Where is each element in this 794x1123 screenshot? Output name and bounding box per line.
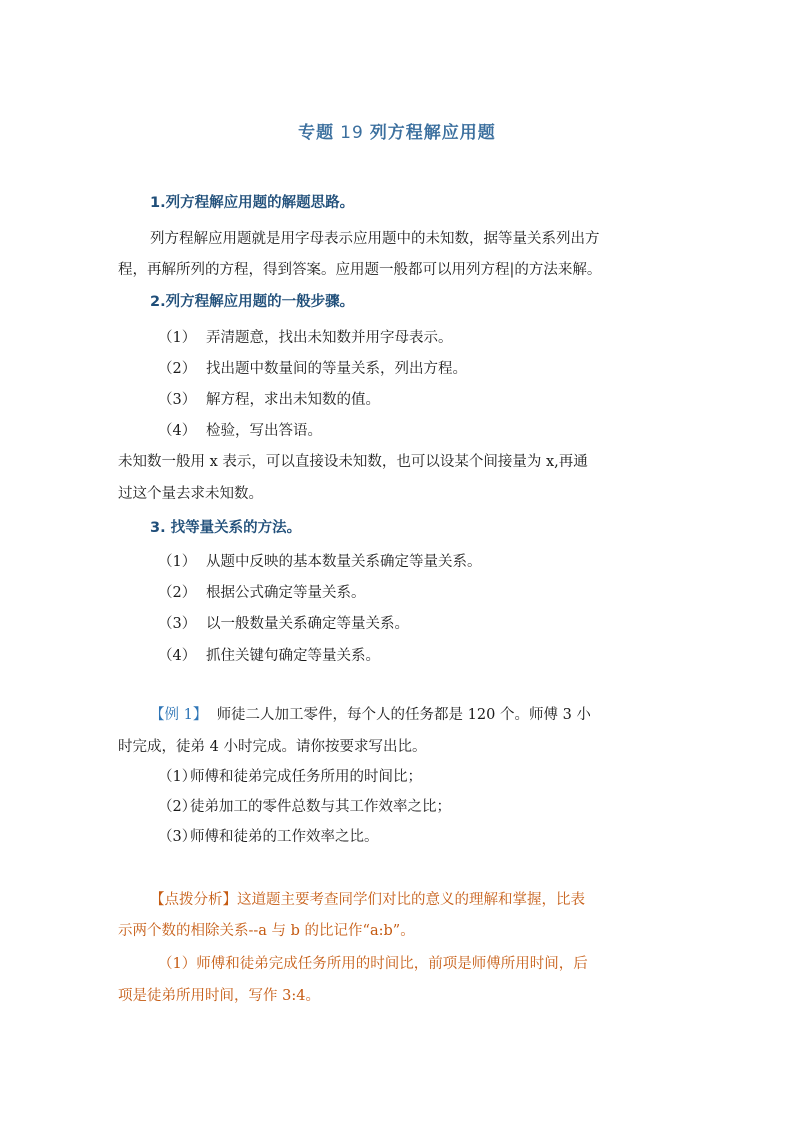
section1-heading: 1.列方程解应用题的解题思路。 [150,195,355,211]
method-number: （2） [158,585,197,601]
step-number: （4） [158,423,197,439]
question-text: 师傅和徒弟的工作效率之比。 [190,829,379,845]
method-text: 以一般数量关系确定等量关系。 [206,616,409,632]
question-text: 师傅和徒弟完成任务所用的时间比； [190,769,422,785]
method-text: 根据公式确定等量关系。 [206,585,366,601]
analysis-line2: 示两个数的相除关系--a 与 b 的比记作“a:b”。 [118,923,415,939]
title-text: 列方程解应用题 [369,123,496,143]
example-text: 师徒二人加工零件，每个人的任务都是 120 个。师傅 3 小 [216,707,591,723]
method-text: 抓住关键句确定等量关系。 [206,648,380,664]
method-number: （4） [158,648,197,664]
question-number: （3） [158,829,197,845]
analysis-line3: （1）师傅和徒弟完成任务所用的时间比，前项是师傅所用时间，后 [158,956,588,972]
question-item [158,827,379,847]
step-text: 找出题中数量间的等量关系，列出方程。 [206,361,467,377]
question-item [158,767,422,787]
example1-line2: 时完成，徒弟 4 小时完成。请你按要求写出比。 [118,739,427,755]
section1-paragraph-line1: 列方程解应用题就是用字母表示应用题中的未知数，据等量关系列出方 [150,231,600,247]
step-item [158,328,453,348]
question-number: （2） [158,799,197,815]
method-item [158,614,409,634]
step-item [158,421,322,441]
example-label: 【例 1】 [150,707,208,723]
step-number: （2） [158,361,197,377]
title-number: 19 [340,123,364,143]
step-number: （1） [158,330,197,346]
method-item [158,646,380,666]
method-number: （1） [158,554,197,570]
question-number: （1） [158,769,197,785]
step-number: （3） [158,392,197,408]
variable-note-line1: 未知数一般用 x 表示，可以直接设未知数，也可以设某个间接量为 x,再通 [118,454,588,470]
section1-paragraph-line2: 程，再解所列的方程，得到答案。应用题一般都可以用列方程|的方法来解。 [118,262,602,278]
example1-line1 [150,705,591,725]
analysis-line1: 【点拨分析】这道题主要考查同学们对比的意义的理解和掌握，比表 [150,892,585,908]
question-text: 徒弟加工的零件总数与其工作效率之比； [190,799,451,815]
variable-note-line2: 过这个量去求未知数。 [118,486,263,502]
method-number: （3） [158,616,197,632]
step-item [158,390,380,410]
analysis-line4: 项是徒弟所用时间，写作 3:4。 [118,988,320,1004]
method-item [158,552,482,572]
method-text: 从题中反映的基本数量关系确定等量关系。 [206,554,482,570]
title-prefix: 专题 [298,123,335,143]
question-item [158,797,451,817]
step-text: 弄清题意，找出未知数并用字母表示。 [206,330,453,346]
step-item [158,359,467,379]
page-title [0,118,794,143]
method-item [158,583,366,603]
section3-heading: 3. 找等量关系的方法。 [150,520,302,536]
section2-heading: 2.列方程解应用题的一般步骤。 [150,294,355,310]
step-text: 检验，写出答语。 [206,423,322,439]
step-text: 解方程，求出未知数的值。 [206,392,380,408]
